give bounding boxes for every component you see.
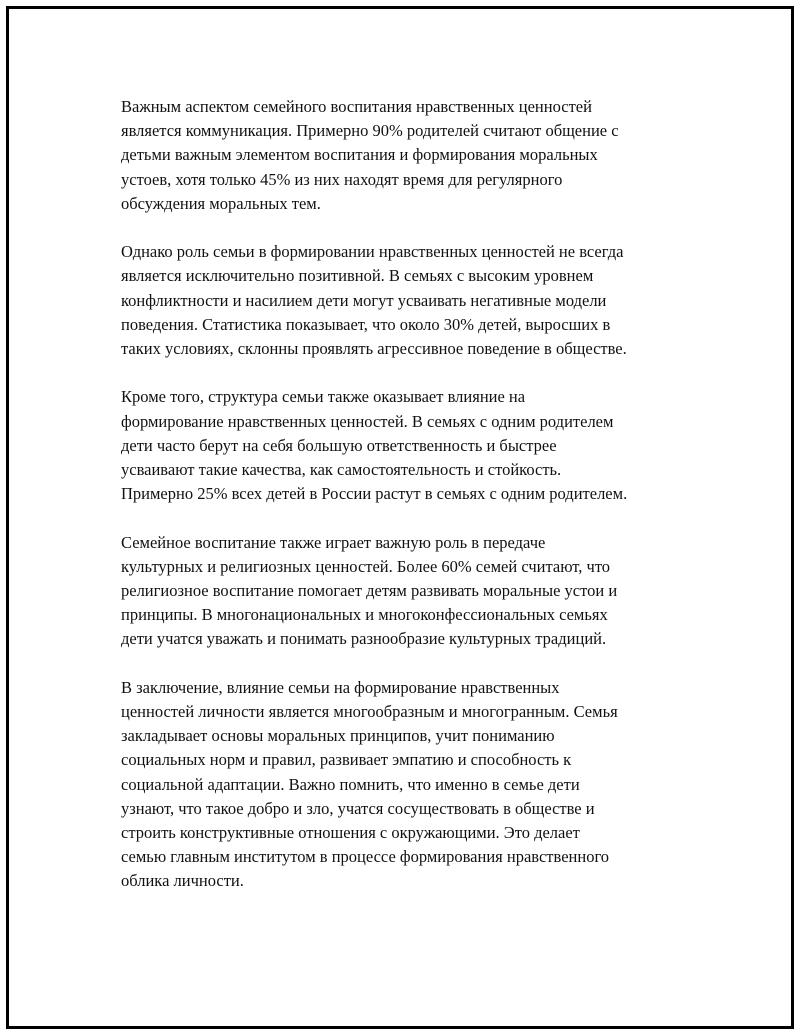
text-line: социальных норм и правил, развивает эмпатию и способность к: [121, 750, 572, 770]
text-line: религиозное воспитание помогает детям развивать моральные устои и: [121, 581, 618, 601]
paragraph-family-structure: [121, 385, 701, 506]
text-line: устоев, хотя только 45% из них находят время для регулярного: [121, 169, 563, 189]
text-line: строить конструктивные отношения с окружающими. Это делает: [121, 823, 580, 843]
text-line: обсуждения моральных тем.: [121, 193, 321, 213]
page-border: [6, 6, 794, 1029]
text-line: Однако роль семьи в формировании нравственных ценностей не всегда: [121, 242, 624, 262]
paragraph-negative-role: [121, 240, 701, 361]
text-line: дети учатся уважать и понимать разнообразие культурных традиций.: [121, 629, 607, 649]
text-line: детьми важным элементом воспитания и формирования моральных: [121, 145, 598, 165]
text-line: поведения. Статистика показывает, что около 30% детей, выросших в: [121, 314, 611, 334]
text-line: усваивают такие качества, как самостоятельность и стойкость.: [121, 460, 562, 480]
paragraph-conclusion: [121, 676, 701, 894]
paragraph-cultural-values: [121, 531, 701, 652]
text-line: формирование нравственных ценностей. В семьях с одним родителем: [121, 411, 614, 431]
text-line: дети часто берут на себя большую ответственность и быстрее: [121, 435, 557, 455]
text-line: Примерно 25% всех детей в России растут в семьях с одним родителем.: [121, 484, 628, 504]
document-body: [121, 95, 701, 918]
text-line: облика личности.: [121, 871, 244, 891]
text-line: таких условиях, склонны проявлять агрессивное поведение в обществе.: [121, 339, 627, 359]
text-line: В заключение, влияние семьи на формирование нравственных: [121, 677, 560, 697]
text-line: узнают, что такое добро и зло, учатся сосуществовать в обществе и: [121, 798, 595, 818]
text-line: Семейное воспитание также играет важную роль в передаче: [121, 532, 546, 552]
text-line: семью главным институтом в процессе формирования нравственного: [121, 847, 610, 867]
text-line: культурных и религиозных ценностей. Более 60% семей считают, что: [121, 556, 611, 576]
text-line: Кроме того, структура семьи также оказывает влияние на: [121, 387, 526, 407]
text-line: ценностей личности является многообразным и многогранным. Семья: [121, 702, 618, 722]
text-line: социальной адаптации. Важно помнить, что именно в семье дети: [121, 774, 580, 794]
text-line: принципы. В многонациональных и многоконфессиональных семьях: [121, 605, 608, 625]
text-line: является коммуникация. Примерно 90% родителей считают общение с: [121, 121, 619, 141]
paragraph-communication: [121, 95, 701, 216]
text-line: является исключительно позитивной. В семьях с высоким уровнем: [121, 266, 594, 286]
text-line: закладывает основы моральных принципов, учит пониманию: [121, 726, 555, 746]
text-line: конфликтности и насилием дети могут усваивать негативные модели: [121, 290, 607, 310]
text-line: Важным аспектом семейного воспитания нравственных ценностей: [121, 97, 592, 116]
